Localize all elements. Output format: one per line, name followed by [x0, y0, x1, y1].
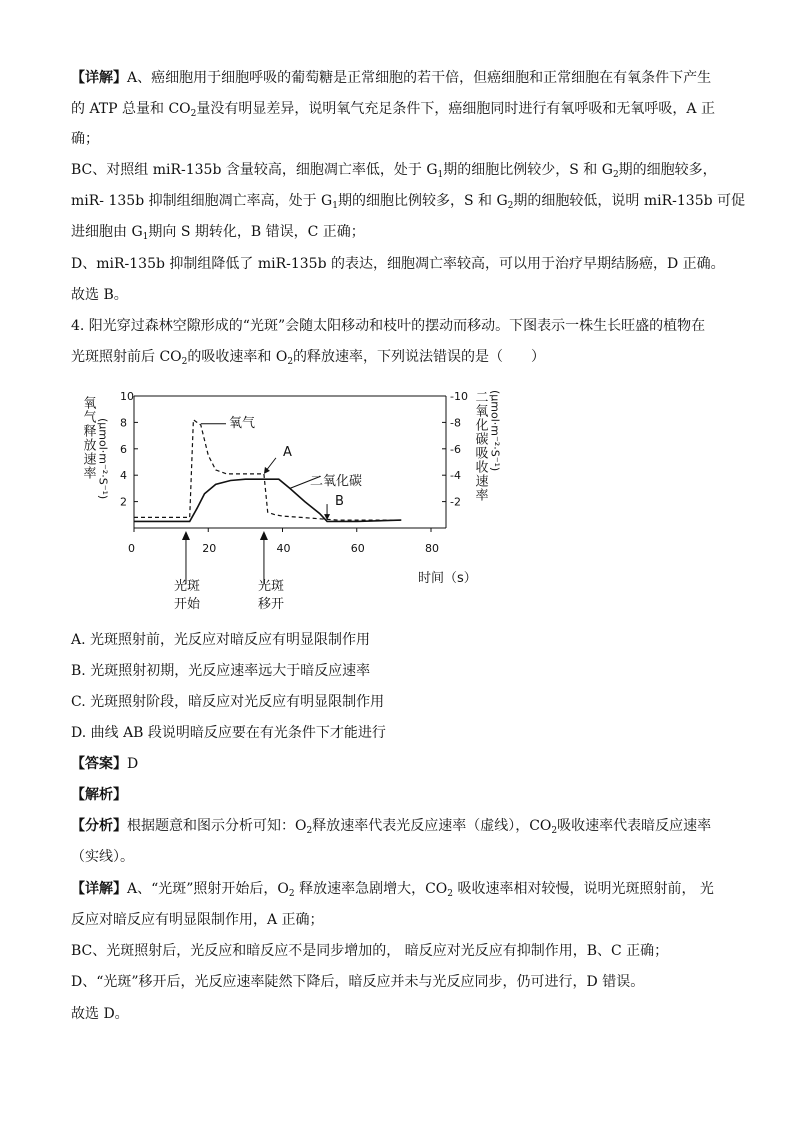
- explanation-line-6: 进细胞由 $G_1$期向 S 期转化，B 错误，C 正确；: [71, 224, 365, 242]
- point-a-label: A: [283, 445, 292, 460]
- light-on-arrow-head: [182, 531, 190, 540]
- light-off-label-2: 移开: [258, 597, 285, 612]
- light-on-label-2: 开始: [174, 597, 201, 612]
- series-label-o2: 氧气: [229, 416, 256, 431]
- analysis-line-2: （实线）。: [71, 849, 134, 865]
- rate-chart: [70, 378, 500, 623]
- answer-tag: 【答案】: [71, 756, 127, 772]
- light-on-label-1: 光斑: [174, 579, 201, 594]
- point-b-label: B: [335, 494, 344, 509]
- option-d: D. 曲线 AB 段说明暗反应要在有光条件下才能进行: [71, 725, 386, 741]
- left-tick-label: 8: [120, 416, 127, 430]
- left-tick-label: 2: [120, 495, 127, 509]
- explanation-line-3: 确；: [71, 131, 99, 147]
- explanation-conclusion: 故选 B。: [71, 287, 128, 303]
- left-axis-unit: (μmol·m⁻²·S⁻¹): [96, 418, 110, 500]
- answer-line: [71, 754, 138, 774]
- analysis-line-1: 【分析】根据题意和图示分析可知：$O_2$释放速率代表光反应速率（虚线），$CO_2$吸收速率代表暗反应速率: [71, 818, 712, 836]
- x-tick-label: 60: [350, 542, 365, 555]
- left-tick-label: 6: [120, 442, 127, 456]
- series-label-co2: 二氧化碳: [310, 474, 363, 489]
- right-tick-label: -6: [450, 442, 461, 456]
- chart-axes: [134, 396, 446, 528]
- left-axis-label: 氧气释放速率: [80, 396, 96, 480]
- explanation-line-7: D、miR-135b 抑制组降低了 miR-135b 的表达，细胞凋亡率较高，可以用于治疗早期结肠癌，D 正确。: [71, 256, 725, 272]
- point-a-arrowhead: [264, 467, 270, 474]
- question-4-line-1: 4. 阳光穿过森林空隙形成的“光斑”会随太阳移动和枝叶的摆动而移动。下图表示一株生长旺盛的植物在: [71, 318, 706, 334]
- option-b: B. 光斑照射初期，光反应速率远大于暗反应速率: [71, 663, 371, 679]
- light-off-label-1: 光斑: [258, 579, 285, 594]
- explanation-line-1: 【详解】A、癌细胞用于细胞呼吸的葡萄糖是正常细胞的若干倍，但癌细胞和正常细胞在有氧条件下产生: [71, 70, 712, 86]
- explanation-tag: 【详解】: [71, 70, 127, 86]
- detail-line-4: D、“光斑”移开后，光反应速率陡然下降后，暗反应并未与光反应同步，仍可进行，D 错误。: [71, 974, 645, 990]
- x-axis-label: 时间（s）: [418, 571, 477, 586]
- right-tick-label: -8: [450, 416, 461, 430]
- explanation-line-2: 的 ATP 总量和 $CO_2$量没有明显差异，说明氧气充足条件下，癌细胞同时进行有氧呼吸和无氧呼吸，A 正: [71, 101, 715, 119]
- right-tick-label: -4: [450, 469, 461, 483]
- x-tick-label: 0: [128, 542, 135, 555]
- right-tick-label: -10: [450, 390, 468, 403]
- right-tick-label: -2: [450, 495, 461, 509]
- explanation-line-5: miR- 135b 抑制组细胞凋亡率高，处于 $G_1$期的细胞比例较多，S 和 $G_2$期的细胞较低，说明 miR-135b 可促: [71, 193, 746, 211]
- x-tick-label: 80: [425, 542, 439, 555]
- left-tick-label: 10: [120, 390, 134, 403]
- detail-line-1: 【详解】A、“光斑”照射开始后，$O_2$ 释放速率急剧增大，$CO_2$ 吸收速率相对较慢，说明光斑照射前， 光: [71, 881, 714, 899]
- explanation-line-4: BC、对照组 miR-135b 含量较高，细胞凋亡率低，处于 $G_1$期的细胞比例较少，S 和 $G_2$期的细胞较多，: [71, 162, 717, 180]
- option-c: C. 光斑照射阶段，暗反应对光反应有明显限制作用: [71, 694, 385, 710]
- x-tick-label: 20: [202, 542, 217, 555]
- right-axis-label: 二氧化碳吸收速率: [472, 390, 488, 502]
- option-a: A. 光斑照射前，光反应对暗反应有明显限制作用: [71, 632, 371, 648]
- detail-line-3: BC、光斑照射后，光反应和暗反应不是同步增加的， 暗反应对光反应有抑制作用，B、C 正确；: [71, 943, 669, 959]
- detail-line-2: 反应对暗反应有明显限制作用，A 正确；: [71, 912, 324, 928]
- x-tick-label: 40: [276, 542, 291, 555]
- chart-ticks: [120, 390, 468, 555]
- left-tick-label: 4: [120, 469, 127, 483]
- analysis-heading: 【解析】: [71, 787, 127, 803]
- answer-value: D: [127, 756, 139, 772]
- light-off-arrow-head: [260, 531, 268, 540]
- detail-conclusion: 故选 D。: [71, 1006, 129, 1022]
- question-4-line-2: 光斑照射前后 $CO_2$的吸收速率和 $O_2$的释放速率，下列说法错误的是（ ）: [71, 349, 546, 367]
- right-axis-unit: (μmol·m⁻²·S⁻¹): [488, 390, 502, 472]
